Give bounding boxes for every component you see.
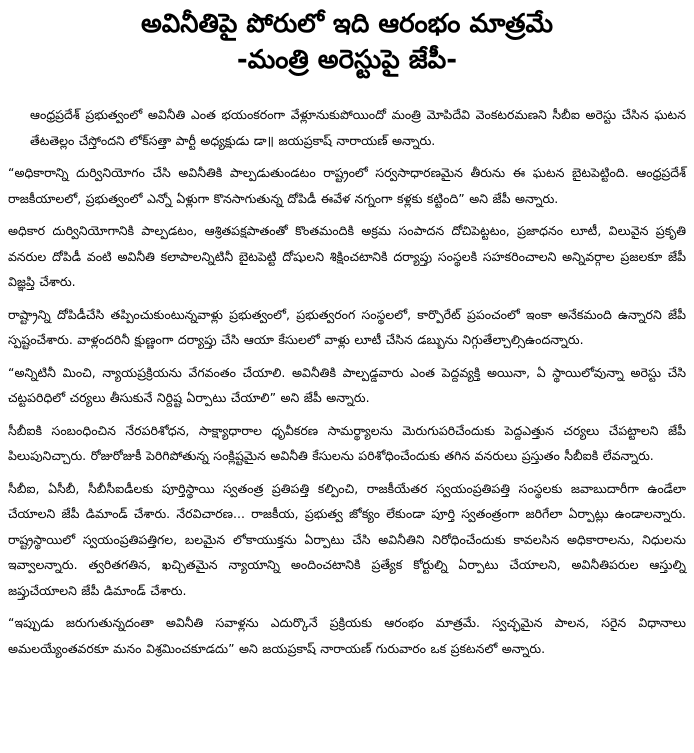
headline-title: అవినీతిపై పోరులో ఇది ఆరంభం మాత్రమే bbox=[140, 9, 554, 39]
paragraph: రాష్ట్రాన్ని దోపిడీచేసి తప్పించుకుంటున్నవాళ్లు ప్రభుత్వంలో, ప్రభుత్వరంగ సంస్థలలో, కార్పొరేట్ ప్రపంచంలో ఇంకా అనేకమంది ఉన్నారని జేపీ స్పష్టంచేశారు. వాళ్లందరినీ క్షుణ్ణంగా దర్యాప్తు చేసి ఆయా కేసులలో వాళ్లు లూటీ చేసిన డబ్బును నిగ్గుతేల్చాల్సిఉందన్నారు. bbox=[8, 306, 686, 347]
paragraph: “ఇప్పుడు జరుగుతున్నదంతా అవినీతి సవాళ్లను ఎదుర్కొనే ప్రక్రియకు ఆరంభం మాత్రమే. స్వచ్ఛమైన పాలన, సరైన విధానాలు అమలయ్యేంతవరకూ మనం విశ్రమించకూడదు” అని జయప్రకాష్ నారాయణ్ గురువారం ఒక ప్రకటనలో అన్నారు. bbox=[8, 615, 686, 656]
paragraph: “అధికారాన్ని దుర్వినియోగం చేసి అవినీతికి పాల్పడుతుండటం రాష్ట్రంలో సర్వసాధారణమైన తీరును ఈ ఘటన బైటపెట్టింది. ఆంధ్రప్రదేశ్ రాజకీయాలలో, ప్రభుత్వంలో ఎన్నో ఏళ్లుగా కొనసాగుతున్న దోపిడీ ఈవేళ నగ్నంగా కళ్లకు కట్టింది” అని జేపీ అన్నారు. bbox=[8, 165, 686, 206]
article-body bbox=[8, 102, 686, 661]
paragraph: “అన్నిటినీ మించి, న్యాయప్రక్రియను వేగవంతం చేయాలి. అవినీతికి పాల్పడ్డవారు ఎంత పెద్దవ్యక్తి అయినా, ఏ స్థాయిలోవున్నా అరెస్టు చేసి చట్టపరిధిలో చర్యలు తీసుకునే నిర్దిష్ట ఏర్పాటు చేయాలి” అని జేపీ అన్నారు. bbox=[8, 364, 686, 405]
paragraph: ఆంధ్రప్రదేశ్ ప్రభుత్వంలో అవినీతి ఎంత భయంకరంగా వేళ్లూనుకుపోయిందో మంత్రి మోపిదేవి వెంకటరమణని సీబీఐ అరెస్టు చేసిన ఘటన తేటతెల్లం చేస్తోందని లోక్‌సత్తా పార్టీ అధ్యక్షుడు డా॥ జయప్రకాష్ నారాయణ్ అన్నారు. bbox=[30, 107, 686, 148]
headline-subtitle: -మంత్రి అరెస్టుపై జేపీ- bbox=[236, 45, 458, 75]
paragraph: అధికార దుర్వినియోగానికి పాల్పడటం, ఆశ్రితపక్షపాతంతో కొంతమందికి అక్రమ సంపాదన దోచిపెట్టటం, ప్రజాధనం లూటీ, విలువైన ప్రకృతి వనరుల దోపిడీ వంటి అవినీతి కలాపాలన్నిటినీ బైటపెట్టి దోషులని శిక్షించటానికి దర్యాప్తు సంస్థలకి సహకరించాలని అన్నివర్గాల ప్రజలకూ జేపీ విజ్ఞప్తి చేశారు. bbox=[8, 223, 686, 289]
paragraph: సీబీఐ, ఏసీబీ, సీబీసీఐడీలకు పూర్తిస్థాయి స్వతంత్ర ప్రతిపత్తి కల్పించి, రాజకీయేతర స్వయంప్రతిపత్తి సంస్థలకు జవాబుదారీగా ఉండేలా చేయాలని జేపీ డిమాండ్ చేశారు. నేరవిచారణ... రాజకీయ, ప్రభుత్వ జోక్యం లేకుండా పూర్తి స్వతంత్రంగా జరిగేలా ఏర్పాట్లు ఉండాలన్నారు. రాష్ట్రస్థాయిలో స్వయంప్రతిపత్తిగల, బలమైన లోకాయుక్తను ఏర్పాటు చేసి అవినీతిని నిరోధించేందుకు కావలసిన అధికారాలను, నిధులను ఇవ్వాలన్నారు. త్వరితగతిన, ఖచ్చితమైన న్యాయాన్ని అందించటానికి ప్రత్యేక కోర్టుల్ని ఏర్పాటు చేయాలని, అవినీతిపరుల ఆస్తుల్ని జప్తుచేయాలని జేపీ డిమాండ్ చేశారు. bbox=[8, 480, 686, 598]
headline bbox=[8, 6, 686, 80]
paragraph: సీబీఐకి సంబంధించిన నేరపరిశోధన, సాక్ష్యాధారాల ధృవీకరణ సామర్థ్యాలను మెరుగుపరిచేందుకు పెద్దఎత్తున చర్యలు చేపట్టాలని జేపీ పిలుపునిచ్చారు. రోజురోజుకీ పెరిగిపోతున్న సంక్లిష్టమైన అవినీతి కేసులను పరిశోధించేందుకు తగిన వనరులు ప్రస్తుతం సీబీఐకి లేవన్నారు. bbox=[8, 422, 686, 463]
